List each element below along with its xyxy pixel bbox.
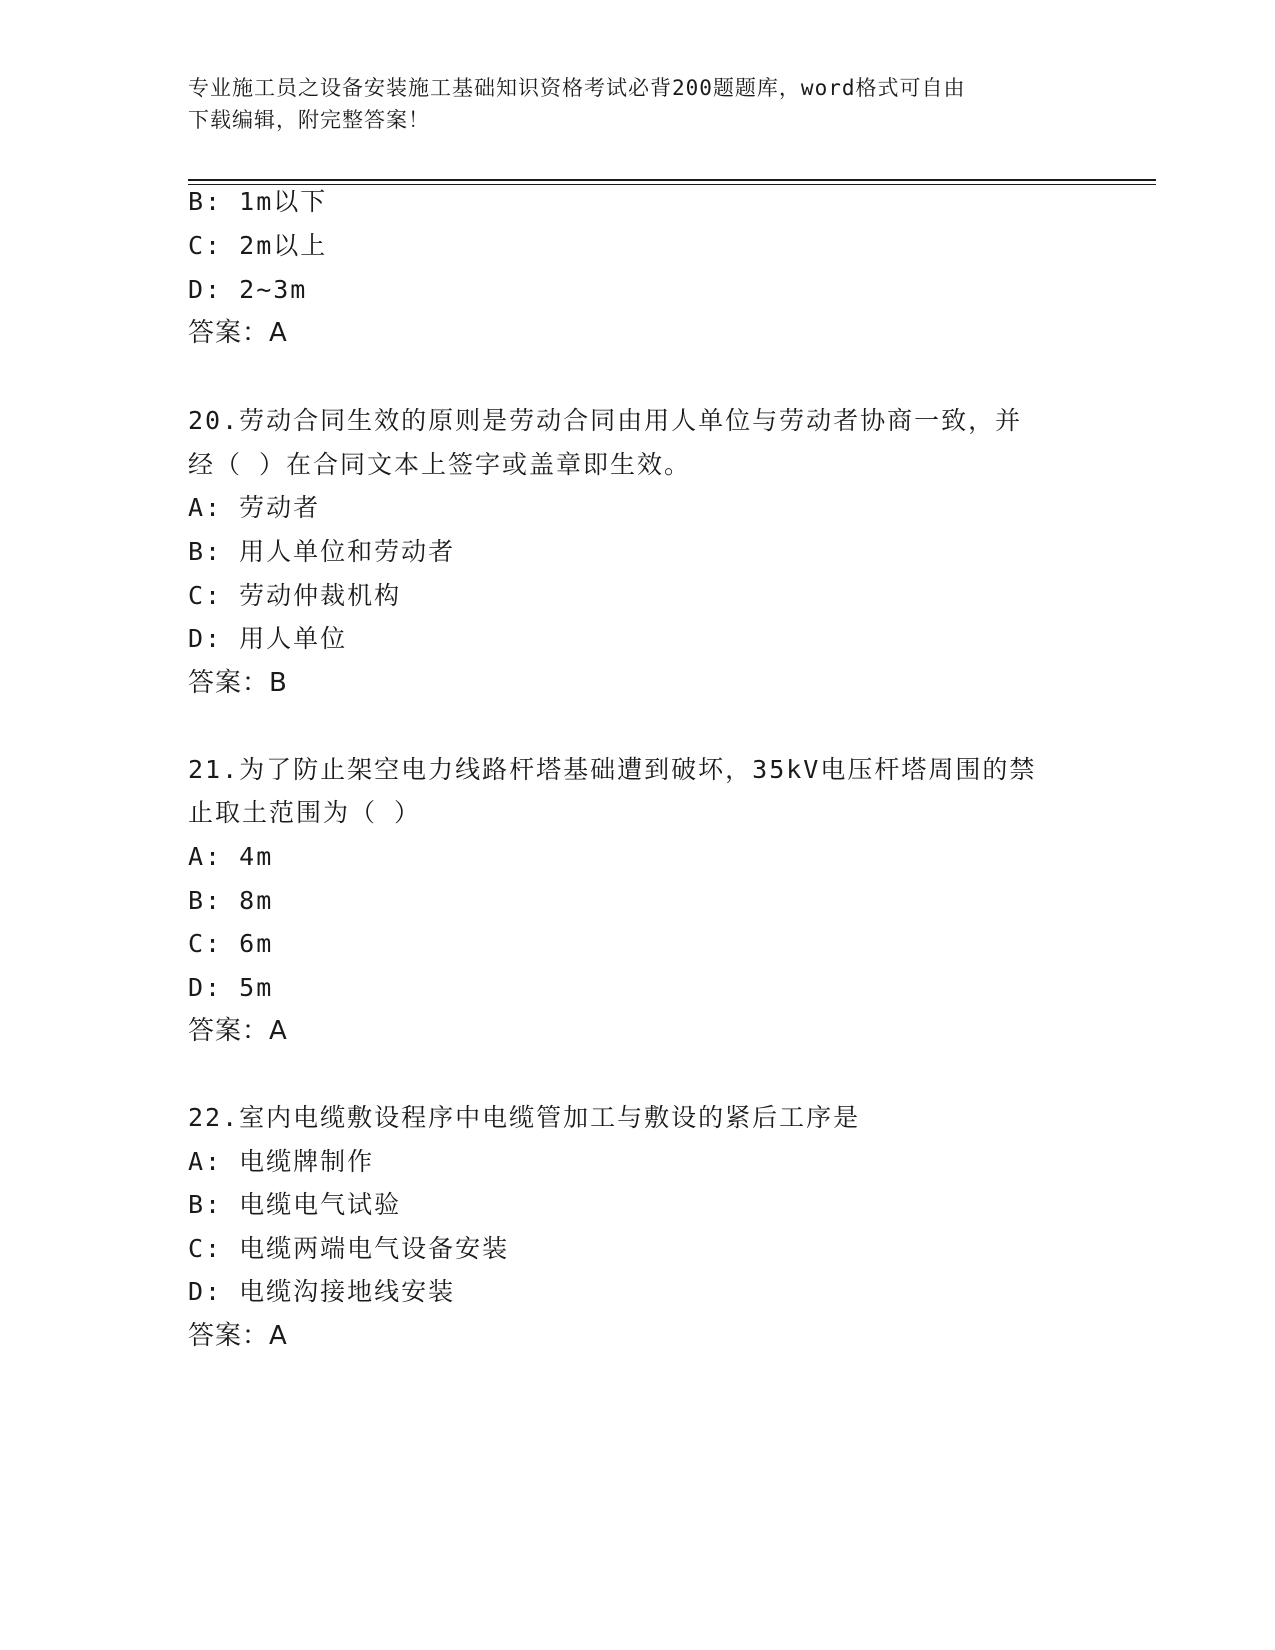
q19-answer: 答案：A <box>188 318 288 348</box>
q19-option-b: B: 1m以下 <box>188 187 328 216</box>
q20-option-c: C: 劳动仲裁机构 <box>188 581 402 610</box>
q21-question-line-2: 止取土范围为（ ） <box>188 798 422 827</box>
q19-option-c: C: 2m以上 <box>188 231 328 260</box>
q21-answer: 答案：A <box>188 1016 288 1046</box>
header-divider-thin <box>188 184 1156 185</box>
q22-question-line-1: 22.室内电缆敷设程序中电缆管加工与敷设的紧后工序是 <box>188 1103 861 1132</box>
q21-question-line-1: 21.为了防止架空电力线路杆塔基础遭到破坏，35kV电压杆塔周围的禁 <box>188 755 1037 784</box>
q21-option-b: B: 8m <box>188 886 274 915</box>
header-divider-thick <box>188 179 1156 181</box>
q21-option-c: C: 6m <box>188 929 274 958</box>
q20-option-a: A: 劳动者 <box>188 493 321 522</box>
q19-option-d: D: 2~3m <box>188 275 308 304</box>
q22-option-b: B: 电缆电气试验 <box>188 1190 402 1219</box>
document-header <box>188 72 1068 136</box>
q20-question-line-2: 经（ ）在合同文本上签字或盖章即生效。 <box>188 450 692 479</box>
q22-option-a: A: 电缆牌制作 <box>188 1147 375 1176</box>
q20-question-line-1: 20.劳动合同生效的原则是劳动合同由用人单位与劳动者协商一致，并 <box>188 406 1023 435</box>
header-line-2: 下载编辑，附完整答案！ <box>188 108 430 132</box>
header-line-1: 专业施工员之设备安装施工基础知识资格考试必背200题题库，word格式可自由 <box>188 76 966 100</box>
q20-option-d: D: 用人单位 <box>188 624 348 653</box>
q22-option-c: C: 电缆两端电气设备安装 <box>188 1234 510 1263</box>
q20-option-b: B: 用人单位和劳动者 <box>188 537 456 566</box>
q22-answer: 答案：A <box>188 1321 288 1351</box>
q21-option-a: A: 4m <box>188 842 274 871</box>
q20-answer: 答案：B <box>188 668 288 698</box>
q22-option-d: D: 电缆沟接地线安装 <box>188 1277 456 1306</box>
q21-option-d: D: 5m <box>188 973 274 1002</box>
